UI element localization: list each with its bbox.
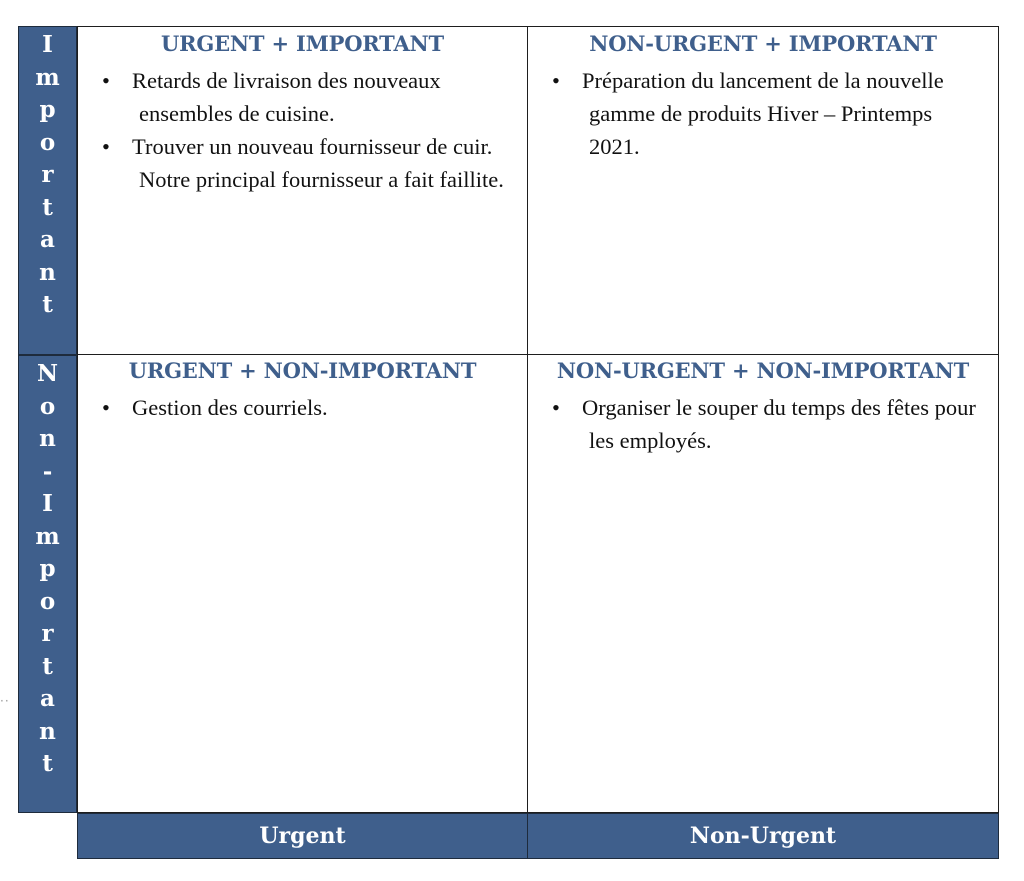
side-label-char: a [40,685,55,712]
side-label-char: t [42,193,53,221]
task-text: Retards de livraison des nouveaux ensembles de cuisine. [132,68,441,126]
bullet-icon: • [102,134,110,159]
bullet-icon: • [552,395,560,420]
side-label-important [18,26,77,355]
task-item [528,64,998,163]
task-item [78,391,527,424]
side-label-char: t [42,291,53,318]
bullet-icon: • [102,395,110,420]
side-label-char: m [35,63,60,91]
task-item [528,391,998,457]
side-label-char: a [40,226,55,253]
bullet-icon: • [552,68,560,93]
eisenhower-matrix [18,26,999,859]
side-label-char: n [39,425,56,452]
side-label-char: m [35,522,60,550]
task-list [78,391,527,424]
quadrant-title: URGENT + NON-IMPORTANT [128,358,477,383]
side-label-char: r [41,161,54,188]
side-label-char: t [42,750,53,777]
bullet-icon: • [102,68,110,93]
side-label-char: o [39,128,56,156]
axis-label-nonurgent: Non-Urgent [527,813,999,859]
side-label-char: r [41,620,54,647]
quadrant-nonurgent-nonimportant [527,354,999,813]
side-label-char: - [42,457,53,485]
side-label-char: I [42,490,53,517]
task-text: Gestion des courriels. [132,395,328,420]
side-label-char: p [39,96,56,123]
quadrant-title: NON-URGENT + NON-IMPORTANT [556,358,970,383]
side-label-char: t [42,652,53,680]
task-text: Préparation du lancement de la nouvelle gamme de produits Hiver – Printemps 2021. [582,68,944,159]
task-list [528,64,998,163]
side-label-char: N [36,360,59,387]
task-item [78,130,527,196]
side-label-non-important [18,355,77,813]
side-label-char: o [39,392,56,420]
task-text: Organiser le souper du temps des fêtes pour les employés. [582,395,976,453]
side-label-char: n [39,258,56,286]
task-list [528,391,998,457]
task-item [78,64,527,130]
page-edge-dots: ·· [0,694,10,708]
side-label-char: n [39,717,56,745]
axis-label-urgent: Urgent [77,813,528,859]
task-text: Trouver un nouveau fournisseur de cuir. Notre principal fournisseur a fait faillite. [132,134,504,192]
task-list [78,64,527,196]
quadrant-urgent-important [77,26,528,355]
quadrant-title: NON-URGENT + IMPORTANT [589,31,937,56]
quadrant-nonurgent-important [527,26,999,355]
side-label-char: I [42,31,53,58]
side-label-char: p [39,555,56,582]
quadrant-title: URGENT + IMPORTANT [161,31,444,56]
side-label-char: o [39,587,56,615]
quadrant-urgent-nonimportant [77,354,528,813]
